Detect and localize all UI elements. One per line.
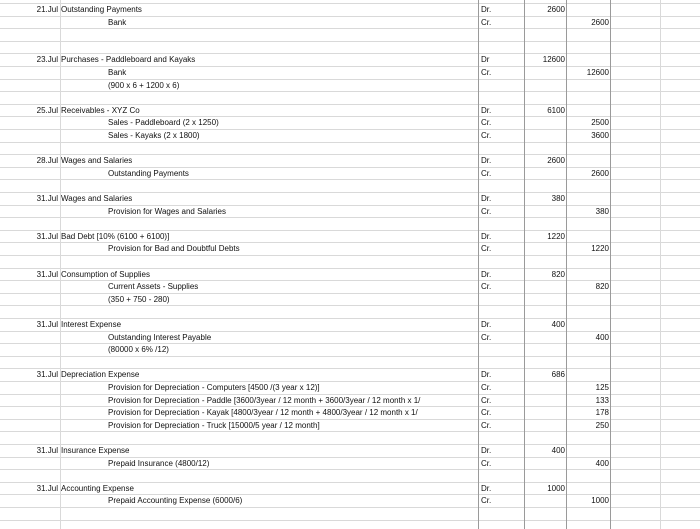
dr-cr-indicator[interactable]: Dr xyxy=(481,55,490,64)
credit-account[interactable]: Bank xyxy=(108,68,127,77)
credit-amount[interactable]: 3600 xyxy=(591,131,609,140)
dr-cr-indicator[interactable]: Cr. xyxy=(481,383,492,392)
row-gridline xyxy=(0,41,700,42)
entry-date[interactable]: 25.Jul xyxy=(36,106,58,115)
dr-cr-indicator[interactable]: Dr. xyxy=(481,446,492,455)
credit-amount[interactable]: 178 xyxy=(595,408,609,417)
debit-amount[interactable]: 2600 xyxy=(547,5,565,14)
dr-cr-indicator[interactable]: Cr. xyxy=(481,282,492,291)
credit-amount[interactable]: 820 xyxy=(595,282,609,291)
debit-account[interactable]: Wages and Salaries xyxy=(61,194,133,203)
credit-amount[interactable]: 125 xyxy=(595,383,609,392)
debit-amount[interactable]: 686 xyxy=(551,370,565,379)
entry-date[interactable]: 21.Jul xyxy=(36,5,58,14)
debit-amount[interactable]: 6100 xyxy=(547,106,565,115)
debit-amount[interactable]: 400 xyxy=(551,446,565,455)
debit-amount[interactable]: 2600 xyxy=(547,156,565,165)
dr-cr-indicator[interactable]: Dr. xyxy=(481,106,492,115)
dr-cr-indicator[interactable]: Dr. xyxy=(481,320,492,329)
row-gridline xyxy=(0,507,700,508)
credit-amount[interactable]: 2600 xyxy=(591,18,609,27)
credit-amount[interactable]: 12600 xyxy=(586,68,609,77)
debit-account[interactable]: Accounting Expense xyxy=(61,484,134,493)
entry-date[interactable]: 31.Jul xyxy=(36,484,58,493)
dr-cr-indicator[interactable]: Cr. xyxy=(481,421,492,430)
entry-date[interactable]: 31.Jul xyxy=(36,320,58,329)
credit-amount[interactable]: 400 xyxy=(595,459,609,468)
dr-cr-indicator[interactable]: Dr. xyxy=(481,194,492,203)
credit-account[interactable]: Current Assets - Supplies xyxy=(108,282,199,291)
dr-cr-indicator[interactable]: Cr. xyxy=(481,244,492,253)
entry-date[interactable]: 31.Jul xyxy=(36,194,58,203)
credit-account[interactable]: Outstanding Payments xyxy=(108,169,189,178)
credit-account[interactable]: Provision for Bad and Doubtful Debts xyxy=(108,244,240,253)
row-gridline xyxy=(0,142,700,143)
debit-amount[interactable]: 400 xyxy=(551,320,565,329)
debit-amount[interactable]: 380 xyxy=(551,194,565,203)
dr-cr-indicator[interactable]: Cr. xyxy=(481,333,492,342)
dr-cr-indicator[interactable]: Dr. xyxy=(481,5,492,14)
dr-cr-indicator[interactable]: Dr. xyxy=(481,156,492,165)
column-gridline xyxy=(524,0,525,529)
debit-account[interactable]: Insurance Expense xyxy=(61,446,130,455)
debit-account[interactable]: Bad Debt [10% (6100 + 6100)] xyxy=(61,232,170,241)
row-gridline xyxy=(0,520,700,521)
column-gridline xyxy=(660,0,661,529)
dr-cr-indicator[interactable]: Cr. xyxy=(481,207,492,216)
entry-date[interactable]: 31.Jul xyxy=(36,446,58,455)
dr-cr-indicator[interactable]: Cr. xyxy=(481,496,492,505)
entry-date[interactable]: 23.Jul xyxy=(36,55,58,64)
credit-account[interactable]: (900 x 6 + 1200 x 6) xyxy=(108,81,180,90)
credit-account[interactable]: Provision for Depreciation - Paddle [3600/3year / 12 month + 3600/3year / 12 month x 1/ xyxy=(108,396,421,405)
row-gridline xyxy=(0,255,700,256)
credit-account[interactable]: Bank xyxy=(108,18,127,27)
dr-cr-indicator[interactable]: Cr. xyxy=(481,18,492,27)
column-gridline xyxy=(566,0,567,529)
dr-cr-indicator[interactable]: Dr. xyxy=(481,232,492,241)
entry-date[interactable]: 28.Jul xyxy=(36,156,58,165)
credit-amount[interactable]: 2500 xyxy=(591,118,609,127)
dr-cr-indicator[interactable]: Cr. xyxy=(481,118,492,127)
credit-amount[interactable]: 2600 xyxy=(591,169,609,178)
dr-cr-indicator[interactable]: Cr. xyxy=(481,396,492,405)
entry-date[interactable]: 31.Jul xyxy=(36,270,58,279)
credit-account[interactable]: Provision for Depreciation - Computers [4500 /(3 year x 12)] xyxy=(108,383,320,392)
dr-cr-indicator[interactable]: Dr. xyxy=(481,370,492,379)
dr-cr-indicator[interactable]: Cr. xyxy=(481,459,492,468)
credit-account[interactable]: Provision for Depreciation - Truck [15000/5 year / 12 month] xyxy=(108,421,320,430)
dr-cr-indicator[interactable]: Cr. xyxy=(481,68,492,77)
column-gridline xyxy=(610,0,611,529)
debit-account[interactable]: Outstanding Payments xyxy=(61,5,142,14)
credit-account[interactable]: Outstanding Interest Payable xyxy=(108,333,212,342)
debit-amount[interactable]: 1220 xyxy=(547,232,565,241)
debit-account[interactable]: Consumption of Supplies xyxy=(61,270,150,279)
credit-amount[interactable]: 133 xyxy=(595,396,609,405)
debit-account[interactable]: Receivables - XYZ Co xyxy=(61,106,140,115)
debit-account[interactable]: Depreciation Expense xyxy=(61,370,140,379)
debit-amount[interactable]: 12600 xyxy=(542,55,565,64)
dr-cr-indicator[interactable]: Cr. xyxy=(481,169,492,178)
dr-cr-indicator[interactable]: Dr. xyxy=(481,484,492,493)
dr-cr-indicator[interactable]: Dr. xyxy=(481,270,492,279)
credit-account[interactable]: Provision for Depreciation - Kayak [4800/3year / 12 month + 4800/3year / 12 month x 1/ xyxy=(108,408,418,417)
debit-account[interactable]: Purchases - Paddleboard and Kayaks xyxy=(61,55,196,64)
row-gridline xyxy=(0,356,700,357)
debit-amount[interactable]: 820 xyxy=(551,270,565,279)
credit-amount[interactable]: 380 xyxy=(595,207,609,216)
dr-cr-indicator[interactable]: Cr. xyxy=(481,408,492,417)
credit-account[interactable]: (350 + 750 - 280) xyxy=(108,295,170,304)
credit-amount[interactable]: 1000 xyxy=(591,496,609,505)
debit-account[interactable]: Wages and Salaries xyxy=(61,156,133,165)
dr-cr-indicator[interactable]: Cr. xyxy=(481,131,492,140)
debit-amount[interactable]: 1000 xyxy=(547,484,565,493)
entry-date[interactable]: 31.Jul xyxy=(36,232,58,241)
debit-account[interactable]: Interest Expense xyxy=(61,320,122,329)
credit-account[interactable]: Prepaid Insurance (4800/12) xyxy=(108,459,210,468)
credit-account[interactable]: Sales - Paddleboard (2 x 1250) xyxy=(108,118,219,127)
credit-amount[interactable]: 250 xyxy=(595,421,609,430)
entry-date[interactable]: 31.Jul xyxy=(36,370,58,379)
credit-account[interactable]: Provision for Wages and Salaries xyxy=(108,207,226,216)
credit-amount[interactable]: 1220 xyxy=(591,244,609,253)
credit-account[interactable]: (80000 x 6% /12) xyxy=(108,345,169,354)
credit-amount[interactable]: 400 xyxy=(595,333,609,342)
credit-account[interactable]: Sales - Kayaks (2 x 1800) xyxy=(108,131,200,140)
credit-account[interactable]: Prepaid Accounting Expense (6000/6) xyxy=(108,496,243,505)
